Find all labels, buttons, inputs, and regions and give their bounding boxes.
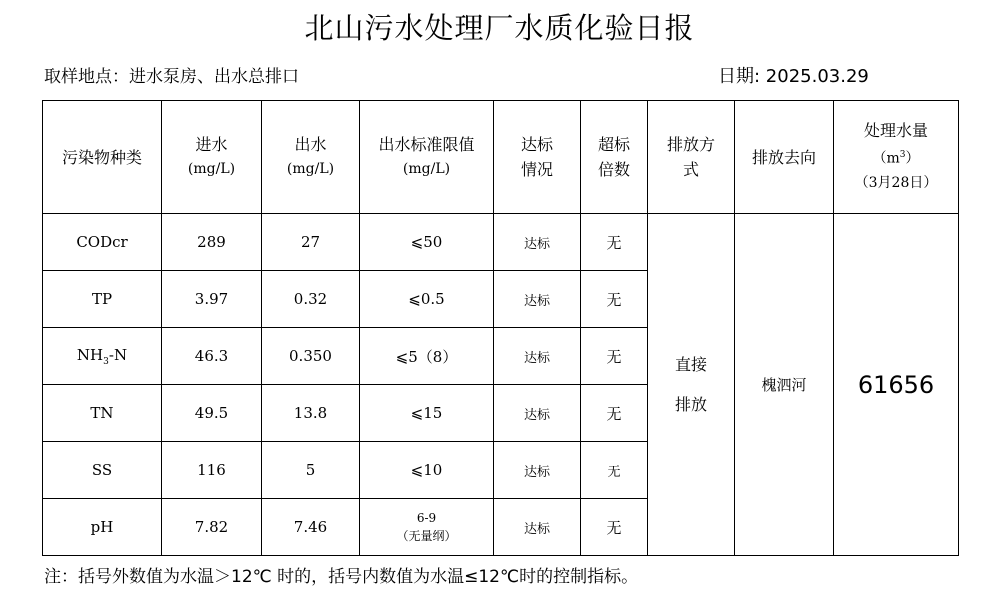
effluent-value: 13.8 [262, 385, 360, 442]
pollutant-name: TP [43, 271, 162, 328]
header-discharge-dest: 排放去向 [735, 101, 834, 214]
limit-value: 6-9 （无量纲） [360, 499, 494, 556]
compliance-value: 达标 [494, 499, 581, 556]
effluent-value: 0.350 [262, 328, 360, 385]
exceed-value: 无 [581, 499, 648, 556]
exceed-value: 无 [581, 328, 648, 385]
compliance-value: 达标 [494, 271, 581, 328]
pollutant-name: pH [43, 499, 162, 556]
limit-value: ⩽50 [360, 214, 494, 271]
pollutant-name: SS [43, 442, 162, 499]
influent-value: 49.5 [162, 385, 262, 442]
effluent-value: 5 [262, 442, 360, 499]
compliance-value: 达标 [494, 214, 581, 271]
header-row [43, 101, 959, 214]
influent-value: 46.3 [162, 328, 262, 385]
compliance-value: 达标 [494, 442, 581, 499]
influent-value: 289 [162, 214, 262, 271]
influent-value: 116 [162, 442, 262, 499]
effluent-value: 7.46 [262, 499, 360, 556]
compliance-value: 达标 [494, 328, 581, 385]
influent-value: 3.97 [162, 271, 262, 328]
limit-value: ⩽0.5 [360, 271, 494, 328]
exceed-value: 无 [581, 214, 648, 271]
effluent-value: 0.32 [262, 271, 360, 328]
report-title: 北山污水处理厂水质化验日报 [304, 11, 695, 45]
pollutant-name: $NH_3-N$ [43, 328, 162, 385]
header-compliance: 达标情况 [494, 101, 581, 214]
table-row [43, 214, 959, 271]
volume-value: 61656 [834, 214, 959, 556]
header-pollutant: 污染物种类 [43, 101, 162, 214]
header-effluent: 出水 (mg/L) [262, 101, 360, 214]
influent-value: 7.82 [162, 499, 262, 556]
header-influent: 进水 (mg/L) [162, 101, 262, 214]
effluent-value: 27 [262, 214, 360, 271]
footnote: 注：括号外数值为水温＞12℃ 时的，括号内数值为水温≤12℃时的控制指标。 [44, 567, 639, 587]
header-volume: 处理水量 $(m^3)$ （3月28日） [834, 101, 959, 214]
exceed-value: 无 [581, 442, 648, 499]
pollutant-name: CODcr [43, 214, 162, 271]
header-exceed: 超标倍数 [581, 101, 648, 214]
sampling-location: 取样地点：进水泵房、出水总排口 [44, 67, 299, 87]
compliance-value: 达标 [494, 385, 581, 442]
discharge-dest-value: 槐泗河 [735, 214, 834, 556]
limit-value: ⩽5（8） [360, 328, 494, 385]
exceed-value: 无 [581, 385, 648, 442]
limit-value: ⩽10 [360, 442, 494, 499]
header-limit: 出水标准限值 (mg/L) [360, 101, 494, 214]
report-date: 日期: 2025.03.29 [718, 66, 869, 87]
limit-value: ⩽15 [360, 385, 494, 442]
pollutant-name: TN [43, 385, 162, 442]
discharge-method-value: 直接 排放 [648, 214, 735, 556]
exceed-value: 无 [581, 271, 648, 328]
header-discharge-method: 排放方式 [648, 101, 735, 214]
water-quality-table [42, 100, 959, 556]
